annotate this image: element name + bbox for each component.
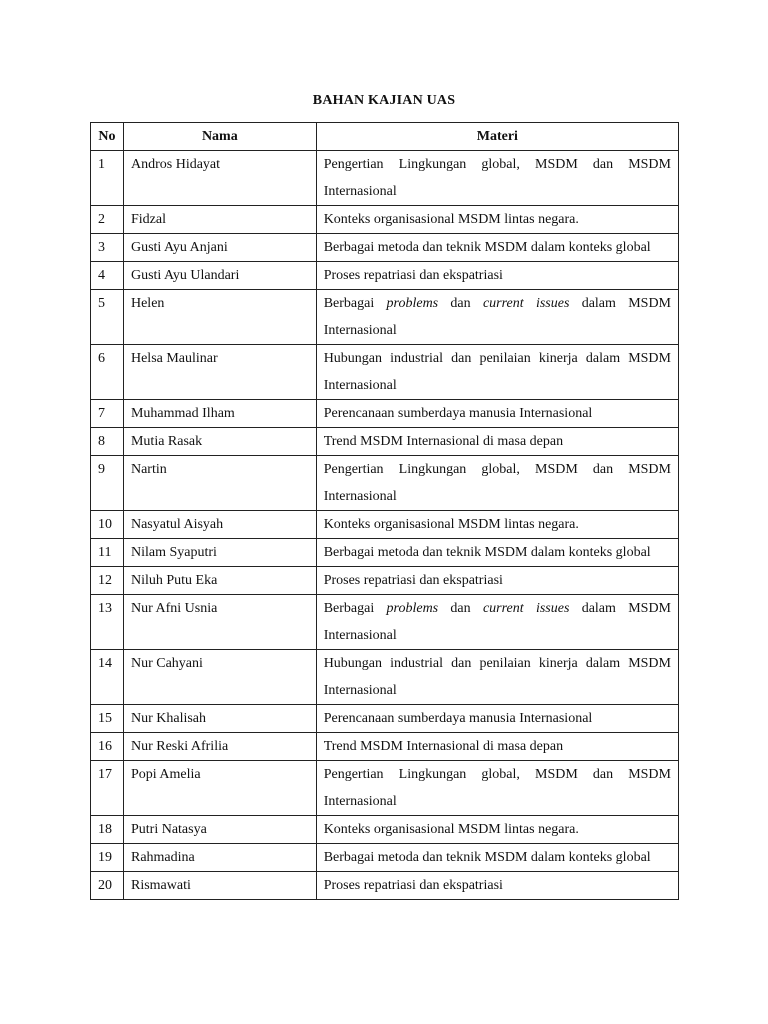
table-row bbox=[91, 539, 679, 567]
cell-materi: Berbagai metoda dan teknik MSDM dalam konteks global bbox=[316, 844, 678, 872]
table-row bbox=[91, 567, 679, 595]
cell-nama: Nur Cahyani bbox=[123, 650, 316, 705]
table-row bbox=[91, 816, 679, 844]
table-row bbox=[91, 844, 679, 872]
table-row bbox=[91, 705, 679, 733]
cell-materi: Proses repatriasi dan ekspatriasi bbox=[316, 567, 678, 595]
cell-nama: Muhammad Ilham bbox=[123, 400, 316, 428]
cell-nama: Gusti Ayu Anjani bbox=[123, 234, 316, 262]
cell-nama: Putri Natasya bbox=[123, 816, 316, 844]
table-row bbox=[91, 151, 679, 206]
cell-materi: Perencanaan sumberdaya manusia Internasional bbox=[316, 705, 678, 733]
cell-materi: Perencanaan sumberdaya manusia Internasional bbox=[316, 400, 678, 428]
table-row bbox=[91, 650, 679, 705]
cell-materi: Pengertian Lingkungan global, MSDM dan MSDM Internasional bbox=[316, 761, 678, 816]
cell-materi: Trend MSDM Internasional di masa depan bbox=[316, 733, 678, 761]
cell-no: 19 bbox=[91, 844, 124, 872]
table-row bbox=[91, 595, 679, 650]
cell-no: 11 bbox=[91, 539, 124, 567]
cell-nama: Rismawati bbox=[123, 872, 316, 900]
cell-materi: Trend MSDM Internasional di masa depan bbox=[316, 428, 678, 456]
cell-materi: Pengertian Lingkungan global, MSDM dan MSDM Internasional bbox=[316, 456, 678, 511]
cell-no: 18 bbox=[91, 816, 124, 844]
cell-nama: Nartin bbox=[123, 456, 316, 511]
table-row bbox=[91, 262, 679, 290]
table-row bbox=[91, 511, 679, 539]
cell-nama: Helen bbox=[123, 290, 316, 345]
cell-materi: Berbagai metoda dan teknik MSDM dalam konteks global bbox=[316, 234, 678, 262]
cell-no: 2 bbox=[91, 206, 124, 234]
cell-materi: Proses repatriasi dan ekspatriasi bbox=[316, 262, 678, 290]
table-row bbox=[91, 456, 679, 511]
cell-no: 13 bbox=[91, 595, 124, 650]
cell-no: 8 bbox=[91, 428, 124, 456]
cell-no: 6 bbox=[91, 345, 124, 400]
cell-materi: Proses repatriasi dan ekspatriasi bbox=[316, 872, 678, 900]
cell-nama: Nur Khalisah bbox=[123, 705, 316, 733]
cell-no: 14 bbox=[91, 650, 124, 705]
cell-materi: Hubungan industrial dan penilaian kinerja dalam MSDM Internasional bbox=[316, 345, 678, 400]
cell-nama: Popi Amelia bbox=[123, 761, 316, 816]
header-no: No bbox=[91, 123, 124, 151]
cell-nama: Fidzal bbox=[123, 206, 316, 234]
cell-no: 1 bbox=[91, 151, 124, 206]
cell-nama: Nasyatul Aisyah bbox=[123, 511, 316, 539]
cell-materi: Konteks organisasional MSDM lintas negara. bbox=[316, 511, 678, 539]
cell-no: 10 bbox=[91, 511, 124, 539]
materi-table bbox=[90, 122, 679, 900]
cell-no: 17 bbox=[91, 761, 124, 816]
page-title: BAHAN KAJIAN UAS bbox=[312, 93, 456, 108]
header-materi: Materi bbox=[316, 123, 678, 151]
cell-no: 15 bbox=[91, 705, 124, 733]
cell-nama: Mutia Rasak bbox=[123, 428, 316, 456]
cell-no: 12 bbox=[91, 567, 124, 595]
header-row bbox=[91, 123, 679, 151]
table-row bbox=[91, 761, 679, 816]
table-row bbox=[91, 345, 679, 400]
header-nama: Nama bbox=[123, 123, 316, 151]
cell-no: 20 bbox=[91, 872, 124, 900]
table-header bbox=[91, 123, 679, 151]
table-row bbox=[91, 872, 679, 900]
cell-materi: Berbagai metoda dan teknik MSDM dalam konteks global bbox=[316, 539, 678, 567]
table-row bbox=[91, 206, 679, 234]
table-row bbox=[91, 733, 679, 761]
cell-materi: Hubungan industrial dan penilaian kinerja dalam MSDM Internasional bbox=[316, 650, 678, 705]
cell-nama: Nur Afni Usnia bbox=[123, 595, 316, 650]
cell-no: 7 bbox=[91, 400, 124, 428]
table-row bbox=[91, 400, 679, 428]
table-row bbox=[91, 428, 679, 456]
cell-no: 4 bbox=[91, 262, 124, 290]
cell-no: 16 bbox=[91, 733, 124, 761]
cell-nama: Niluh Putu Eka bbox=[123, 567, 316, 595]
cell-nama: Andros Hidayat bbox=[123, 151, 316, 206]
cell-materi: Berbagai problems dan current issues dalam MSDM Internasional bbox=[316, 290, 678, 345]
cell-no: 3 bbox=[91, 234, 124, 262]
cell-materi: Berbagai problems dan current issues dalam MSDM Internasional bbox=[316, 595, 678, 650]
table-row bbox=[91, 234, 679, 262]
cell-materi: Konteks organisasional MSDM lintas negara. bbox=[316, 816, 678, 844]
cell-nama: Helsa Maulinar bbox=[123, 345, 316, 400]
cell-materi: Konteks organisasional MSDM lintas negara. bbox=[316, 206, 678, 234]
cell-materi: Pengertian Lingkungan global, MSDM dan MSDM Internasional bbox=[316, 151, 678, 206]
cell-nama: Rahmadina bbox=[123, 844, 316, 872]
table-row bbox=[91, 290, 679, 345]
cell-nama: Nur Reski Afrilia bbox=[123, 733, 316, 761]
cell-no: 9 bbox=[91, 456, 124, 511]
table-body bbox=[91, 151, 679, 900]
cell-nama: Nilam Syaputri bbox=[123, 539, 316, 567]
cell-no: 5 bbox=[91, 290, 124, 345]
cell-nama: Gusti Ayu Ulandari bbox=[123, 262, 316, 290]
